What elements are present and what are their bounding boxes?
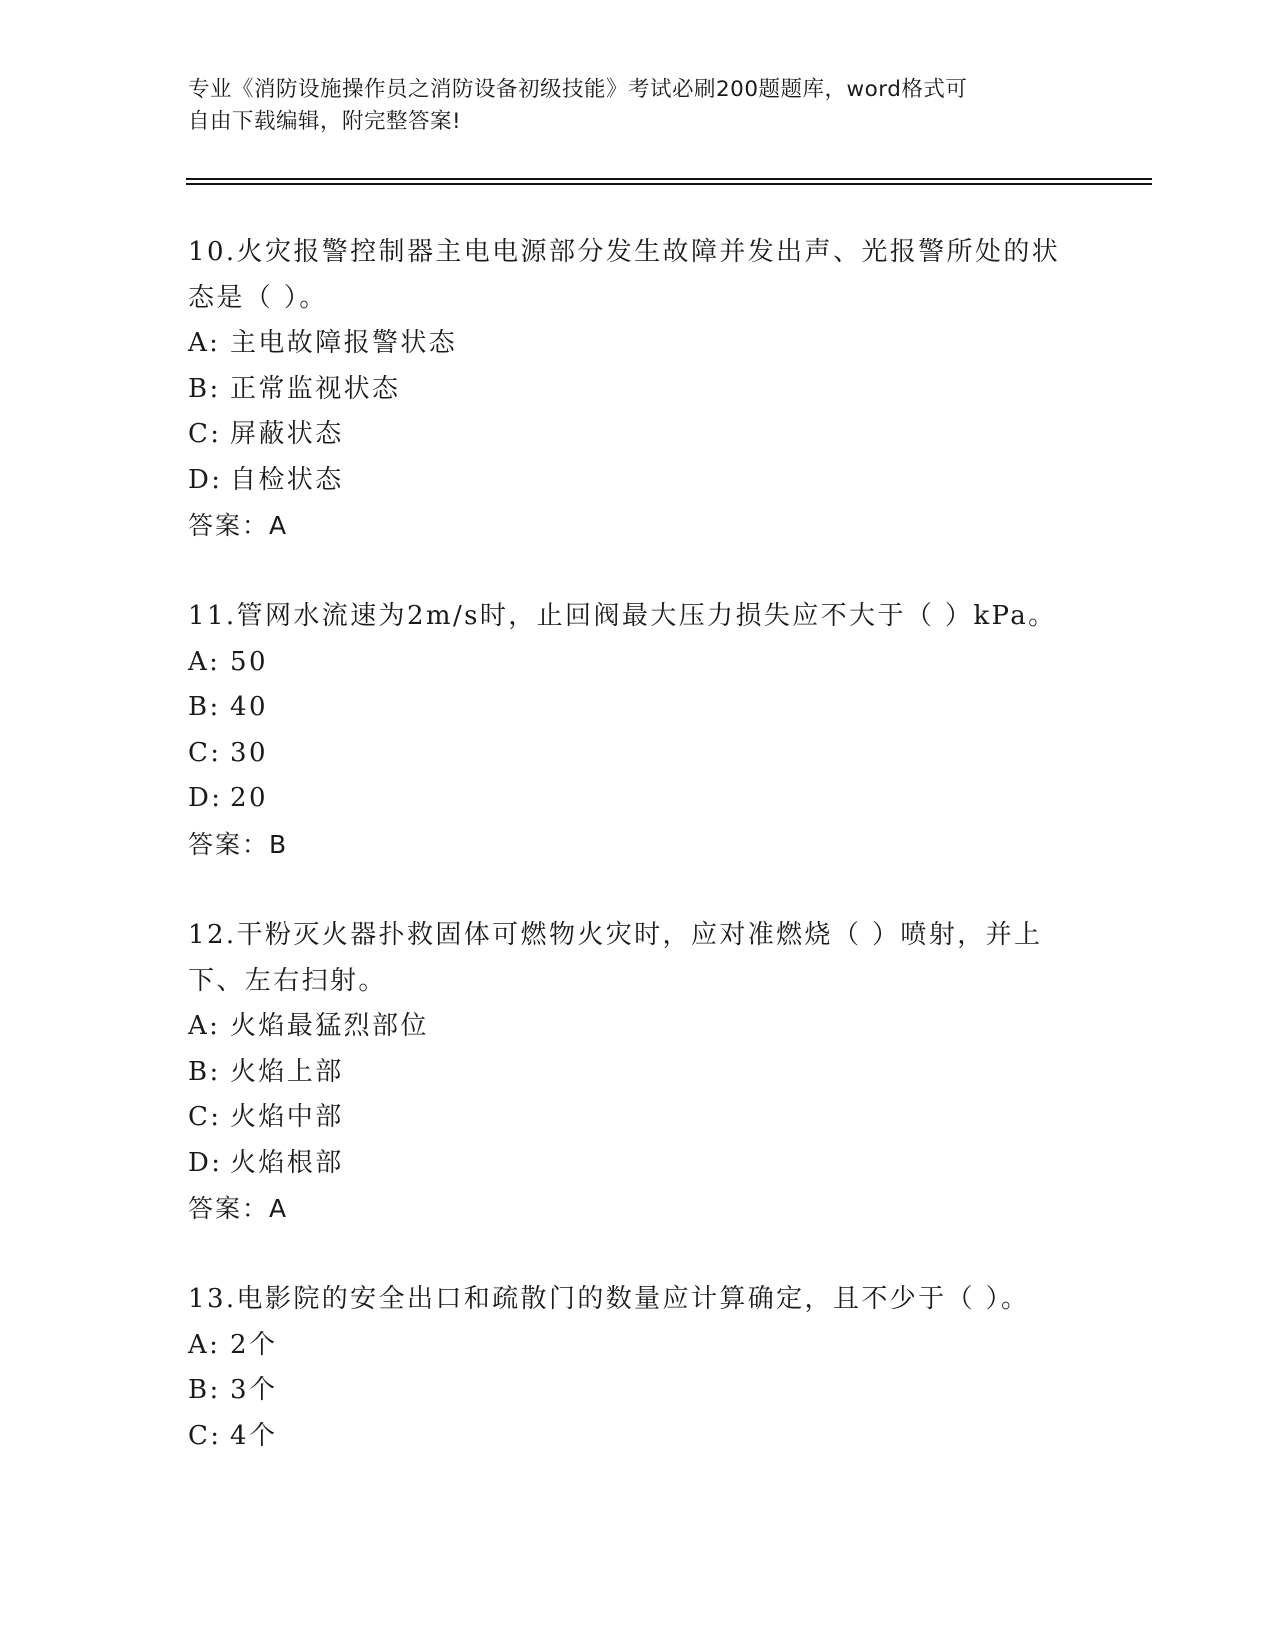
option-text: 火焰根部	[230, 1147, 344, 1178]
document-header	[188, 74, 1068, 138]
option-d	[188, 776, 1088, 822]
option-b	[188, 1050, 1088, 1096]
option-text: 50	[230, 646, 268, 677]
option-c	[188, 1414, 1088, 1460]
question-stem: 12.干粉灭火器扑救固体可燃物火灾时，应对准燃烧（ ）喷射，并上	[188, 920, 1043, 950]
answer: 答案：A	[188, 511, 289, 540]
option-label: B:	[188, 1056, 221, 1087]
option-text: 火焰最猛烈部位	[230, 1011, 429, 1041]
option-text: 主电故障报警状态	[230, 328, 458, 358]
option-text: 4个	[230, 1420, 278, 1451]
option-a	[188, 640, 1088, 686]
option-c	[188, 731, 1088, 777]
question-10	[188, 230, 1088, 549]
option-label: C:	[188, 737, 222, 768]
option-a	[188, 1004, 1088, 1050]
option-text: 火焰上部	[230, 1056, 344, 1087]
option-label: B:	[188, 373, 221, 404]
option-a	[188, 1323, 1088, 1369]
option-b	[188, 367, 1088, 413]
option-text: 2个	[230, 1329, 278, 1360]
option-b	[188, 685, 1088, 731]
option-label: C:	[188, 1102, 222, 1132]
option-label: A:	[188, 1011, 221, 1041]
question-13	[188, 1277, 1088, 1459]
question-stem: 态是（ ）。	[188, 282, 328, 313]
option-c	[188, 412, 1088, 458]
question-11	[188, 594, 1088, 867]
option-label: B:	[188, 1375, 221, 1405]
option-label: D:	[188, 464, 223, 495]
option-label: B:	[188, 692, 221, 722]
option-text: 火焰中部	[230, 1102, 344, 1132]
option-text: 30	[230, 737, 268, 768]
option-text: 3个	[230, 1375, 278, 1405]
option-b	[188, 1368, 1088, 1414]
option-label: C:	[188, 1420, 222, 1451]
option-text: 正常监视状态	[230, 373, 401, 404]
option-text: 屏蔽状态	[230, 419, 344, 449]
option-text: 40	[230, 692, 268, 722]
option-d	[188, 458, 1088, 504]
answer: 答案：B	[188, 829, 289, 859]
header-divider-bottom	[186, 183, 1152, 185]
option-a	[188, 321, 1088, 367]
option-label: C:	[188, 419, 222, 449]
option-text: 20	[230, 783, 268, 813]
header-divider-top	[186, 178, 1152, 180]
option-label: D:	[188, 1147, 223, 1178]
option-label: A:	[188, 328, 221, 358]
question-stem: 下、左右扫射。	[188, 965, 387, 996]
option-label: A:	[188, 646, 221, 677]
option-c	[188, 1095, 1088, 1141]
question-12	[188, 913, 1088, 1232]
option-label: D:	[188, 783, 223, 813]
question-stem: 13.电影院的安全出口和疏散门的数量应计算确定，且不少于（ ）。	[188, 1284, 1030, 1314]
question-stem: 11.管网水流速为2m/s时，止回阀最大压力损失应不大于（ ）kPa。	[188, 601, 1057, 631]
header-line-2: 自由下载编辑，附完整答案!	[188, 109, 462, 134]
option-label: A:	[188, 1329, 221, 1360]
question-stem: 10.火灾报警控制器主电电源部分发生故障并发出声、光报警所处的状	[188, 237, 1061, 267]
header-line-1: 专业《消防设施操作员之消防设备初级技能》考试必刷200题题库，word格式可	[188, 77, 968, 102]
option-text: 自检状态	[230, 464, 344, 495]
answer: 答案：A	[188, 1194, 289, 1223]
option-d	[188, 1141, 1088, 1187]
